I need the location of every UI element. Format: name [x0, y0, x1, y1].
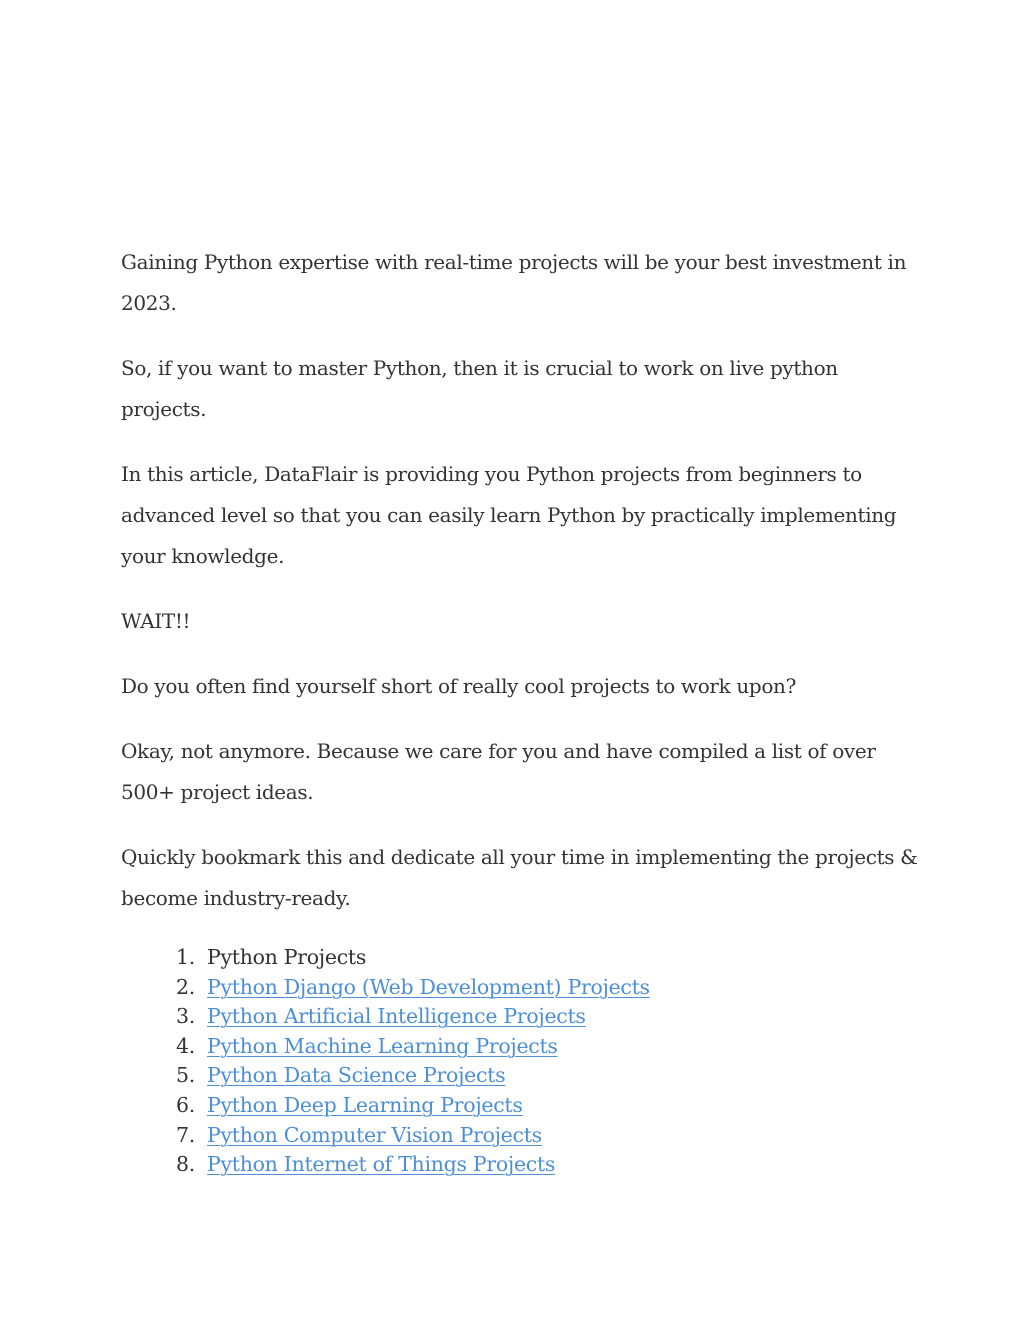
article-body	[121, 242, 921, 1180]
link-data-science-projects[interactable]: Python Data Science Projects	[207, 1063, 506, 1088]
wait-paragraph: WAIT!!	[121, 609, 191, 633]
question-paragraph: Do you often find yourself short of really cool projects to work upon?	[121, 674, 796, 698]
list-item	[121, 943, 921, 973]
list-item	[121, 1032, 921, 1062]
master-python-paragraph: So, if you want to master Python, then it is crucial to work on live python projects.	[121, 356, 838, 421]
list-number: 1.	[176, 945, 195, 969]
list-number: 7.	[176, 1122, 195, 1147]
project-list	[121, 943, 921, 1180]
intro-paragraph: Gaining Python expertise with real-time projects will be your best investment in 2023.	[121, 250, 907, 315]
link-django-projects[interactable]: Python Django (Web Development) Projects	[207, 974, 650, 999]
link-computer-vision-projects[interactable]: Python Computer Vision Projects	[207, 1122, 542, 1147]
link-machine-learning-projects[interactable]: Python Machine Learning Projects	[207, 1033, 558, 1058]
project-ideas-paragraph: Okay, not anymore. Because we care for you and have compiled a list of over 500+ project ideas.	[121, 739, 876, 804]
list-number: 5.	[176, 1063, 195, 1088]
bookmark-paragraph: Quickly bookmark this and dedicate all your time in implementing the projects & become industry-ready.	[121, 845, 918, 910]
list-item	[121, 973, 921, 1003]
list-number: 8.	[176, 1152, 195, 1177]
list-item	[121, 1091, 921, 1121]
article-description-paragraph: In this article, DataFlair is providing you Python projects from beginners to advanced level so that you can easily learn Python by practically implementing your knowledge.	[121, 462, 897, 568]
list-item-python-projects: Python Projects	[207, 945, 367, 969]
list-number: 3.	[176, 1004, 195, 1029]
list-item	[121, 1150, 921, 1180]
list-item	[121, 1061, 921, 1091]
list-number: 4.	[176, 1033, 195, 1058]
list-item	[121, 1121, 921, 1151]
link-deep-learning-projects[interactable]: Python Deep Learning Projects	[207, 1092, 523, 1117]
list-number: 6.	[176, 1092, 195, 1117]
link-ai-projects[interactable]: Python Artificial Intelligence Projects	[207, 1004, 586, 1029]
link-iot-projects[interactable]: Python Internet of Things Projects	[207, 1152, 556, 1177]
list-number: 2.	[176, 974, 195, 999]
list-item	[121, 1002, 921, 1032]
